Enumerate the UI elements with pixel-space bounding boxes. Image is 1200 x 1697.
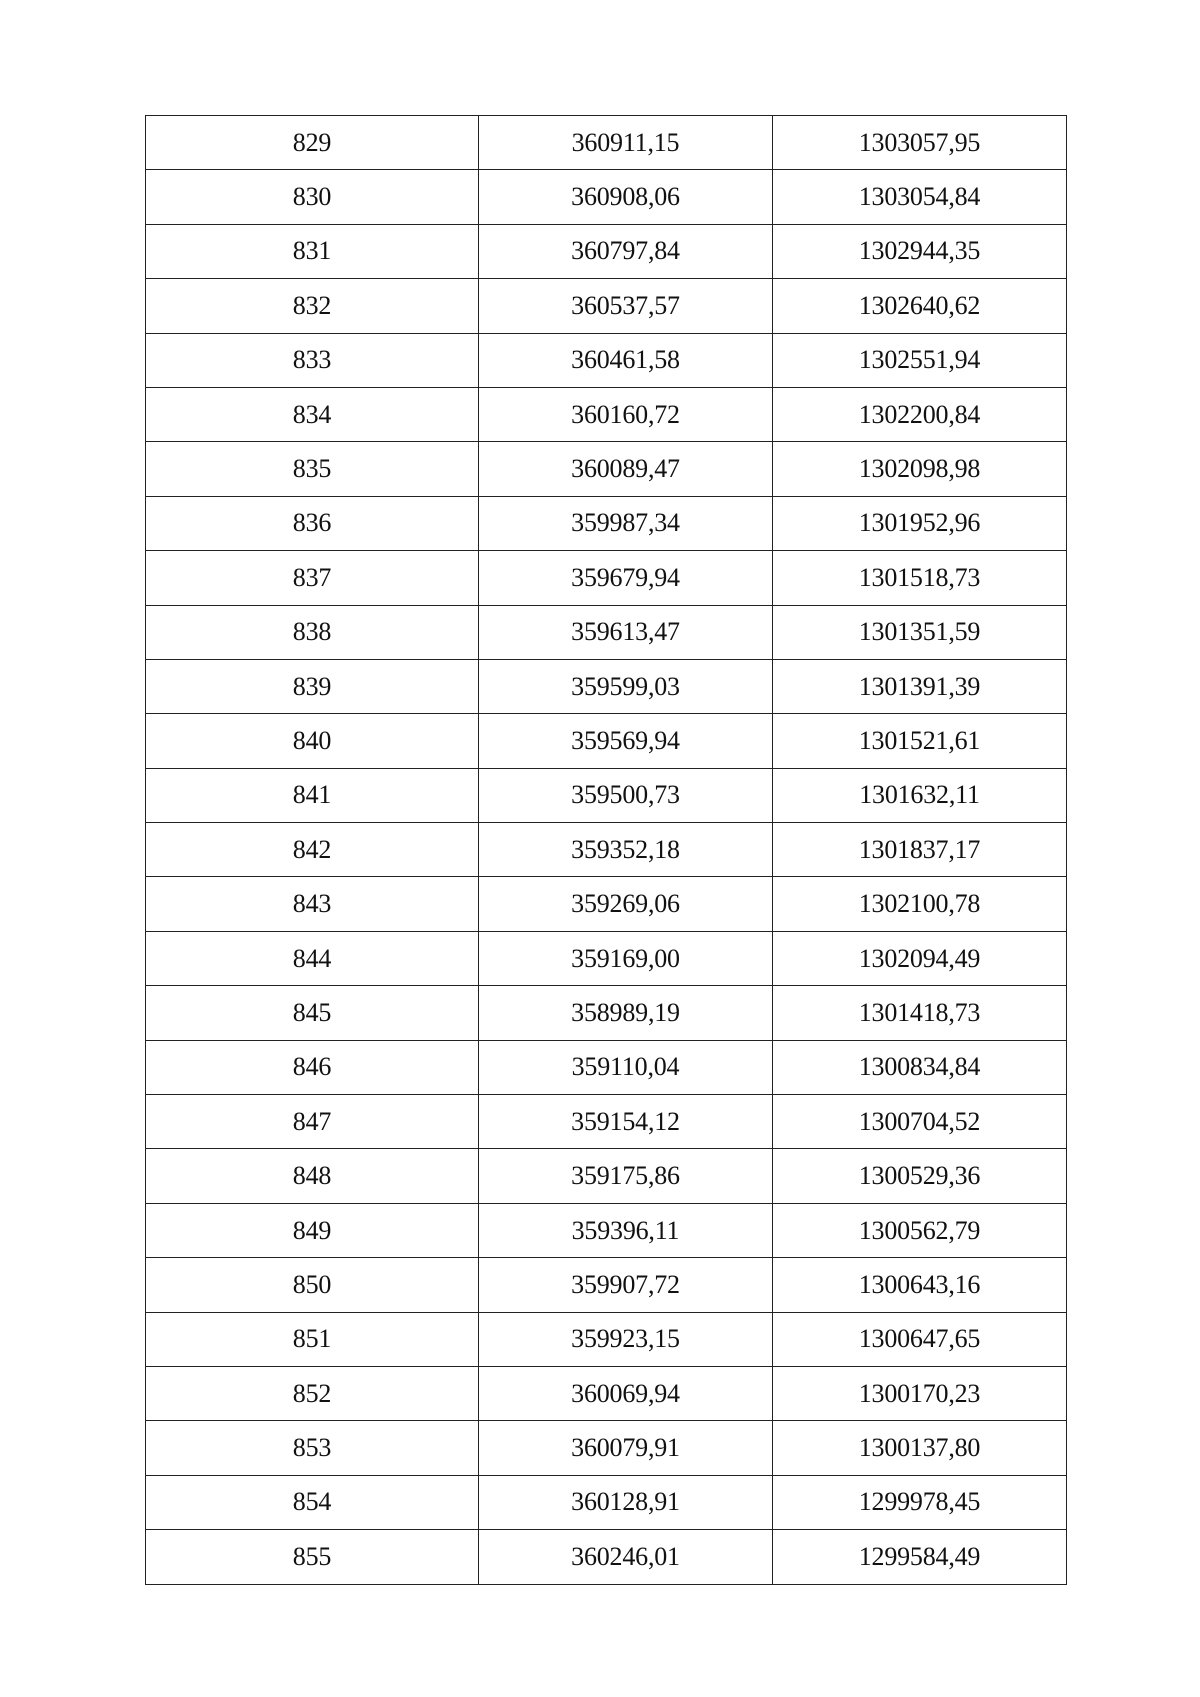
x-coordinate-cell: 359679,94 [479, 551, 773, 605]
y-coordinate-cell: 1301518,73 [773, 551, 1067, 605]
y-coordinate-cell: 1299978,45 [773, 1475, 1067, 1529]
point-number-cell: 830 [146, 170, 479, 224]
point-number-cell: 841 [146, 768, 479, 822]
x-coordinate-cell: 359154,12 [479, 1095, 773, 1149]
y-coordinate-cell: 1301521,61 [773, 714, 1067, 768]
y-coordinate-cell: 1301351,59 [773, 605, 1067, 659]
x-coordinate-cell: 360908,06 [479, 170, 773, 224]
coordinates-table-body [146, 116, 1067, 1585]
x-coordinate-cell: 358989,19 [479, 986, 773, 1040]
point-number-cell: 837 [146, 551, 479, 605]
table-row [146, 659, 1067, 713]
y-coordinate-cell: 1301391,39 [773, 659, 1067, 713]
table-row [146, 170, 1067, 224]
y-coordinate-cell: 1303054,84 [773, 170, 1067, 224]
x-coordinate-cell: 360461,58 [479, 333, 773, 387]
table-row [146, 986, 1067, 1040]
table-row [146, 116, 1067, 170]
table-row [146, 877, 1067, 931]
point-number-cell: 844 [146, 931, 479, 985]
point-number-cell: 832 [146, 279, 479, 333]
point-number-cell: 829 [146, 116, 479, 170]
x-coordinate-cell: 359613,47 [479, 605, 773, 659]
table-row [146, 1530, 1067, 1584]
point-number-cell: 847 [146, 1095, 479, 1149]
y-coordinate-cell: 1300170,23 [773, 1366, 1067, 1420]
table-row [146, 605, 1067, 659]
y-coordinate-cell: 1301952,96 [773, 496, 1067, 550]
y-coordinate-cell: 1300137,80 [773, 1421, 1067, 1475]
x-coordinate-cell: 359569,94 [479, 714, 773, 768]
x-coordinate-cell: 360797,84 [479, 224, 773, 278]
x-coordinate-cell: 359396,11 [479, 1203, 773, 1257]
point-number-cell: 836 [146, 496, 479, 550]
y-coordinate-cell: 1302200,84 [773, 387, 1067, 441]
point-number-cell: 840 [146, 714, 479, 768]
point-number-cell: 850 [146, 1258, 479, 1312]
table-row [146, 387, 1067, 441]
x-coordinate-cell: 359907,72 [479, 1258, 773, 1312]
y-coordinate-cell: 1299584,49 [773, 1530, 1067, 1584]
table-row [146, 1095, 1067, 1149]
y-coordinate-cell: 1302100,78 [773, 877, 1067, 931]
y-coordinate-cell: 1300834,84 [773, 1040, 1067, 1094]
table-row [146, 1040, 1067, 1094]
table-row [146, 823, 1067, 877]
y-coordinate-cell: 1300529,36 [773, 1149, 1067, 1203]
point-number-cell: 849 [146, 1203, 479, 1257]
table-row [146, 1421, 1067, 1475]
table-row [146, 1203, 1067, 1257]
x-coordinate-cell: 360069,94 [479, 1366, 773, 1420]
point-number-cell: 855 [146, 1530, 479, 1584]
table-row [146, 1475, 1067, 1529]
point-number-cell: 854 [146, 1475, 479, 1529]
x-coordinate-cell: 360911,15 [479, 116, 773, 170]
x-coordinate-cell: 360246,01 [479, 1530, 773, 1584]
table-row [146, 551, 1067, 605]
x-coordinate-cell: 359987,34 [479, 496, 773, 550]
y-coordinate-cell: 1302944,35 [773, 224, 1067, 278]
point-number-cell: 848 [146, 1149, 479, 1203]
x-coordinate-cell: 359110,04 [479, 1040, 773, 1094]
y-coordinate-cell: 1300647,65 [773, 1312, 1067, 1366]
y-coordinate-cell: 1300704,52 [773, 1095, 1067, 1149]
point-number-cell: 833 [146, 333, 479, 387]
point-number-cell: 831 [146, 224, 479, 278]
point-number-cell: 846 [146, 1040, 479, 1094]
point-number-cell: 839 [146, 659, 479, 713]
point-number-cell: 842 [146, 823, 479, 877]
x-coordinate-cell: 360160,72 [479, 387, 773, 441]
table-row [146, 333, 1067, 387]
y-coordinate-cell: 1301837,17 [773, 823, 1067, 877]
table-row [146, 714, 1067, 768]
point-number-cell: 845 [146, 986, 479, 1040]
y-coordinate-cell: 1302094,49 [773, 931, 1067, 985]
point-number-cell: 853 [146, 1421, 479, 1475]
x-coordinate-cell: 359269,06 [479, 877, 773, 931]
y-coordinate-cell: 1302640,62 [773, 279, 1067, 333]
x-coordinate-cell: 359923,15 [479, 1312, 773, 1366]
y-coordinate-cell: 1302551,94 [773, 333, 1067, 387]
y-coordinate-cell: 1302098,98 [773, 442, 1067, 496]
x-coordinate-cell: 359352,18 [479, 823, 773, 877]
x-coordinate-cell: 360128,91 [479, 1475, 773, 1529]
point-number-cell: 852 [146, 1366, 479, 1420]
y-coordinate-cell: 1300643,16 [773, 1258, 1067, 1312]
coordinates-table [145, 115, 1067, 1585]
table-row [146, 1312, 1067, 1366]
x-coordinate-cell: 360079,91 [479, 1421, 773, 1475]
table-row [146, 442, 1067, 496]
table-row [146, 768, 1067, 822]
y-coordinate-cell: 1300562,79 [773, 1203, 1067, 1257]
table-row [146, 1366, 1067, 1420]
point-number-cell: 851 [146, 1312, 479, 1366]
y-coordinate-cell: 1301632,11 [773, 768, 1067, 822]
x-coordinate-cell: 360537,57 [479, 279, 773, 333]
table-row [146, 1258, 1067, 1312]
y-coordinate-cell: 1303057,95 [773, 116, 1067, 170]
x-coordinate-cell: 359169,00 [479, 931, 773, 985]
y-coordinate-cell: 1301418,73 [773, 986, 1067, 1040]
point-number-cell: 843 [146, 877, 479, 931]
x-coordinate-cell: 360089,47 [479, 442, 773, 496]
x-coordinate-cell: 359599,03 [479, 659, 773, 713]
table-row [146, 931, 1067, 985]
table-row [146, 224, 1067, 278]
point-number-cell: 834 [146, 387, 479, 441]
point-number-cell: 835 [146, 442, 479, 496]
table-row [146, 279, 1067, 333]
x-coordinate-cell: 359175,86 [479, 1149, 773, 1203]
point-number-cell: 838 [146, 605, 479, 659]
x-coordinate-cell: 359500,73 [479, 768, 773, 822]
table-row [146, 496, 1067, 550]
table-row [146, 1149, 1067, 1203]
